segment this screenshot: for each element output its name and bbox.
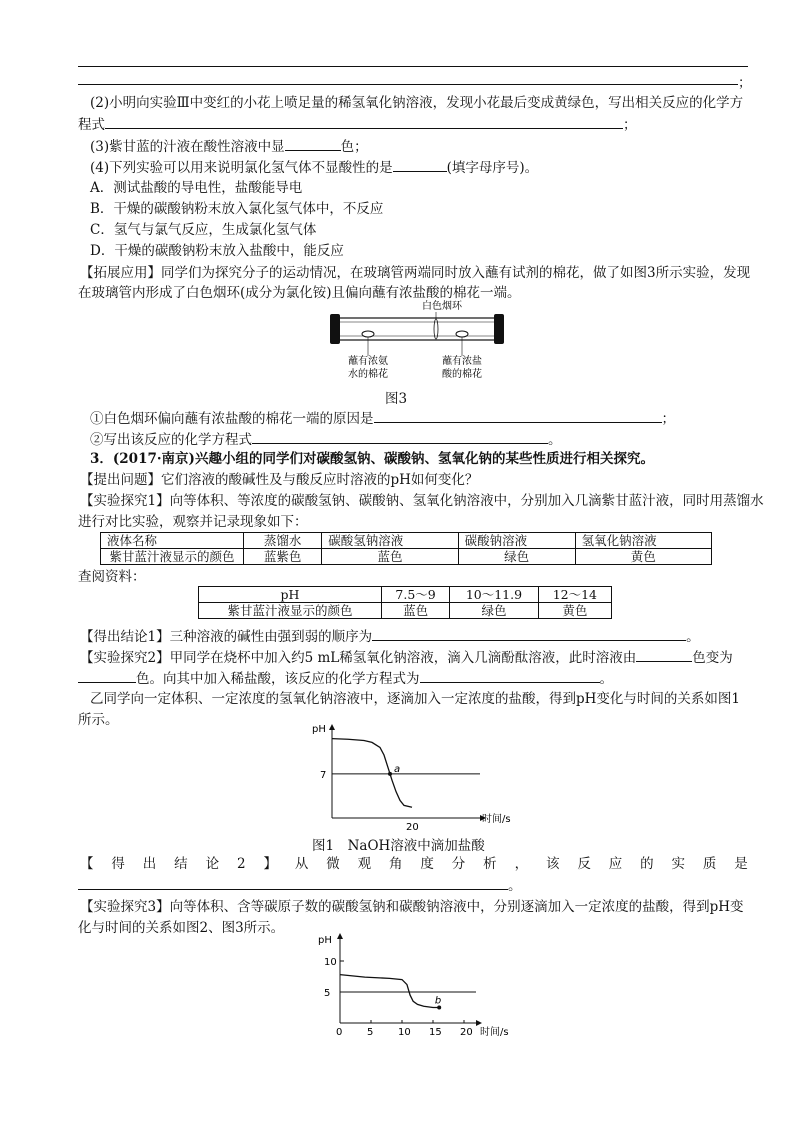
blank bbox=[372, 627, 686, 641]
y-axis-label: pH bbox=[318, 935, 332, 946]
text: ； bbox=[623, 117, 637, 133]
char: 反 bbox=[577, 856, 591, 872]
tube-right-label-2: 酸的棉花 bbox=[442, 369, 482, 380]
question-2-cont bbox=[78, 115, 748, 134]
char: 2 bbox=[236, 856, 246, 872]
question-3-heading: 3．(2017·南京)兴趣小组的同学们对碳酸氢钠、碳酸钠、氢氧化钠的某些性质进行相关探究。 bbox=[90, 451, 654, 467]
blank bbox=[285, 137, 341, 151]
cell: pH bbox=[199, 587, 382, 603]
student-yi: 乙同学向一定体积、一定浓度的氢氧化钠溶液中，逐滴加入一定浓度的盐酸，得到pH变化与时间的关系如图1 bbox=[90, 691, 741, 707]
cell: 蒸馏水 bbox=[244, 533, 322, 549]
blank bbox=[78, 876, 508, 890]
experiment-2 bbox=[80, 648, 748, 667]
reference-label: 查阅资料： bbox=[78, 569, 146, 585]
x-tick-label: 10 bbox=[398, 1027, 411, 1038]
option-a: A．测试盐酸的导电性，盐酸能导电 bbox=[90, 180, 303, 196]
char: 观 bbox=[357, 856, 372, 872]
point-label: b bbox=[434, 995, 442, 1007]
char: 质 bbox=[702, 856, 717, 872]
cell: 紫甘蓝汁液显示的颜色 bbox=[101, 549, 244, 565]
figure-3-caption: 图3 bbox=[385, 391, 408, 407]
tube-left-label-1: 蘸有浓氨 bbox=[348, 356, 388, 367]
char: 该 bbox=[545, 856, 560, 872]
experiment-3: 【实验探究3】向等体积、含等碳原子数的碳酸氢钠和碳酸钠溶液中，分别逐滴加入一定浓度的盐酸，得到pH变 bbox=[80, 899, 744, 915]
y-tick-label: 10 bbox=[324, 957, 337, 968]
x-tick-label: 0 bbox=[336, 1027, 343, 1038]
tube-diagram bbox=[328, 300, 506, 382]
blank bbox=[420, 669, 600, 683]
y-arrow bbox=[337, 933, 343, 939]
char: 结 bbox=[174, 856, 188, 872]
student-yi-cont: 所示。 bbox=[78, 712, 119, 728]
char: 得 bbox=[111, 856, 125, 872]
char: 是 bbox=[734, 856, 748, 872]
cell: 液体名称 bbox=[101, 533, 244, 549]
cell: 紫甘蓝汁液显示的颜色 bbox=[199, 603, 382, 619]
blank bbox=[78, 669, 136, 683]
cell: 黄色 bbox=[538, 603, 611, 619]
text: 。 bbox=[548, 432, 562, 448]
text: ①白色烟环偏向蘸有浓盐酸的棉花一端的原因是 bbox=[90, 411, 374, 427]
cell: 黄色 bbox=[575, 549, 711, 565]
expand-app-cont: 在玻璃管内形成了白色烟环(成分为氯化铵)且偏向蘸有浓盐酸的棉花一端。 bbox=[78, 285, 521, 301]
question-4 bbox=[90, 158, 748, 177]
text: 。 bbox=[686, 629, 700, 645]
char: ， bbox=[514, 856, 529, 872]
y-axis-label: pH bbox=[312, 724, 326, 735]
cell: 绿色 bbox=[450, 603, 539, 619]
tube-left-label-2: 水的棉花 bbox=[348, 369, 388, 380]
x-tick-label: 20 bbox=[406, 822, 419, 830]
text: 色变为 bbox=[692, 650, 733, 666]
conclusion-1 bbox=[80, 627, 748, 646]
tube-top-label: 白色烟环 bbox=[422, 301, 462, 312]
char: 微 bbox=[326, 856, 340, 872]
experiment-2-cont bbox=[78, 669, 748, 688]
x-tick-label: 5 bbox=[367, 1027, 374, 1038]
x-tick-label: 15 bbox=[429, 1027, 442, 1038]
char: 角 bbox=[389, 856, 403, 872]
char: 析 bbox=[483, 856, 497, 872]
question-3 bbox=[90, 137, 748, 156]
point-a bbox=[388, 772, 392, 776]
expand-app: 【拓展应用】同学们为探究分子的运动情况，在玻璃管两端同时放入蘸有试剂的棉花，做了如图3所示实验，发现 bbox=[80, 265, 751, 281]
y-arrow bbox=[329, 724, 335, 730]
figure-1-chart bbox=[302, 722, 512, 830]
char: 论 bbox=[205, 856, 220, 872]
text: 色； bbox=[340, 139, 368, 155]
color-table bbox=[100, 532, 712, 565]
blank bbox=[393, 158, 447, 172]
text: ②写出该反应的化学方程式 bbox=[90, 432, 252, 448]
text: (4)下列实验可以用来说明氯化氢气体不显酸性的是 bbox=[90, 160, 393, 176]
sub-question-1 bbox=[90, 409, 748, 428]
option-c: C．氢气与氯气反应，生成氯化氢气体 bbox=[90, 222, 317, 238]
char: 从 bbox=[294, 856, 309, 872]
cell: 蓝色 bbox=[322, 549, 458, 565]
text: 【得出结论1】三种溶液的碱性由强到弱的顺序为 bbox=[80, 629, 373, 645]
char: 度 bbox=[420, 856, 434, 872]
question-2: (2)小明向实验Ⅲ中变红的小花上喷足量的稀氢氧化钠溶液，发现小花最后变成黄绿色，写出相关反应的化学方 bbox=[90, 95, 744, 111]
blank bbox=[252, 430, 548, 444]
text: ； bbox=[661, 411, 675, 427]
sub-question-2 bbox=[90, 430, 748, 449]
cell: 蓝紫色 bbox=[244, 549, 322, 565]
figure-2-chart bbox=[304, 931, 514, 1041]
semicolon: ； bbox=[738, 75, 752, 91]
x-arrow bbox=[476, 1020, 482, 1026]
cell: 碳酸钠溶液 bbox=[458, 533, 575, 549]
tube-right-label-1: 蘸有浓盐 bbox=[442, 356, 482, 367]
x-axis-label: 时间/s bbox=[480, 1027, 509, 1038]
point-label: a bbox=[394, 763, 401, 775]
char: 【 bbox=[80, 856, 94, 872]
cell: 氢氧化钠溶液 bbox=[575, 533, 711, 549]
experiment-1: 【实验探究1】向等体积、等浓度的碳酸氢钠、碳酸钠、氢氧化钠溶液中，分别加入几滴紫甘蓝汁液，同时用蒸馏水 bbox=[80, 493, 764, 509]
figure-1-caption: 图1 NaOH溶液中滴加盐酸 bbox=[312, 838, 485, 854]
char: 】 bbox=[263, 856, 277, 872]
char: 的 bbox=[640, 856, 654, 872]
char: 分 bbox=[451, 856, 466, 872]
option-b: B．干燥的碳酸钠粉末放入氯化氢气体中，不反应 bbox=[90, 201, 384, 217]
text: 。 bbox=[508, 878, 522, 894]
conclusion-2-cont bbox=[78, 876, 748, 895]
cell: 绿色 bbox=[458, 549, 575, 565]
char: 实 bbox=[671, 856, 686, 872]
answer-line bbox=[78, 84, 738, 85]
text: (3)紫甘蓝的汁液在酸性溶液中显 bbox=[90, 139, 285, 155]
char: 出 bbox=[142, 856, 157, 872]
blank bbox=[105, 115, 623, 129]
answer-line-top bbox=[78, 66, 748, 67]
raise-question: 【提出问题】它们溶液的酸碱性及与酸反应时溶液的pH如何变化？ bbox=[80, 472, 479, 488]
ph-table bbox=[198, 586, 612, 619]
text: 【实验探究2】甲同学在烧杯中加入约5 mL稀氢氧化钠溶液，滴入几滴酚酞溶液，此时溶液由 bbox=[80, 650, 637, 666]
y-tick-label: 5 bbox=[324, 988, 331, 999]
cell: 7.5～9 bbox=[382, 587, 450, 603]
cell: 蓝色 bbox=[382, 603, 450, 619]
experiment-1-cont: 进行对比实验，观察并记录现象如下： bbox=[78, 514, 308, 530]
blank bbox=[636, 648, 692, 662]
x-axis-label: 时间/s bbox=[482, 814, 511, 825]
cell: 碳酸氢钠溶液 bbox=[322, 533, 458, 549]
text: 色。向其中加入稀盐酸，该反应的化学方程式为 bbox=[136, 671, 420, 687]
text: 。 bbox=[599, 671, 613, 687]
text: 程式 bbox=[78, 117, 105, 133]
char: 应 bbox=[608, 856, 623, 872]
option-d: D．干燥的碳酸钠粉末放入盐酸中，能反应 bbox=[90, 243, 344, 259]
experiment-3-cont: 化与时间的关系如图2、图3所示。 bbox=[78, 920, 285, 936]
conclusion-2 bbox=[80, 855, 748, 873]
cell: 10～11.9 bbox=[450, 587, 539, 603]
x-tick-label: 20 bbox=[460, 1027, 473, 1038]
cell: 12～14 bbox=[538, 587, 611, 603]
text: (填字母序号)。 bbox=[446, 160, 539, 176]
y-tick-label: 7 bbox=[320, 769, 327, 781]
series-line bbox=[340, 975, 442, 1008]
blank bbox=[374, 409, 662, 423]
